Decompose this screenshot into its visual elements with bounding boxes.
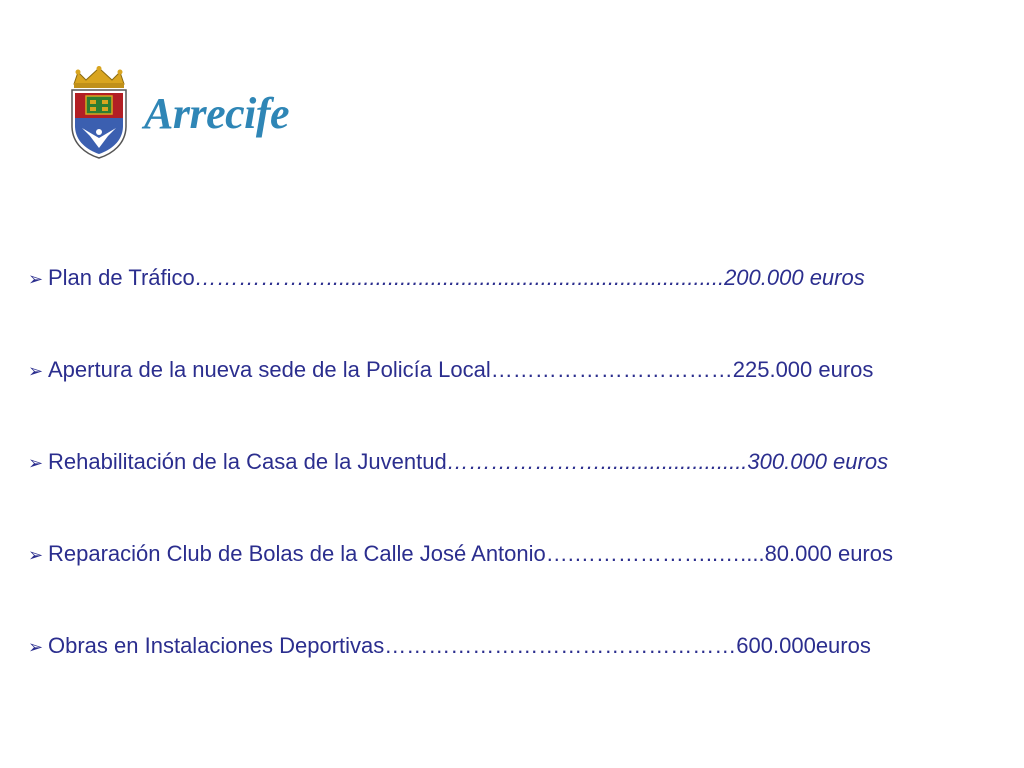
list-item (28, 534, 893, 574)
item-label: Rehabilitación de la Casa de la Juventud (48, 449, 447, 474)
dot-leader: ….………………..….... (545, 541, 765, 566)
coat-of-arms-icon (68, 66, 130, 160)
arrow-bullet-icon: ➢ (28, 361, 44, 381)
arrow-bullet-icon: ➢ (28, 545, 44, 565)
list-item (28, 350, 873, 390)
dot-leader: …………………………… (490, 357, 733, 382)
item-amount: 225.000 euros (732, 357, 874, 382)
list-item (28, 442, 888, 482)
arrow-bullet-icon: ➢ (28, 269, 44, 289)
dot-leader: ………………………………………… (384, 633, 737, 658)
item-label: Apertura de la nueva sede de la Policía Local (48, 357, 491, 382)
item-label: Obras en Instalaciones Deportivas (48, 633, 385, 658)
item-label: Reparación Club de Bolas de la Calle José Antonio (48, 541, 546, 566)
list-item (28, 626, 871, 666)
item-amount: 300.000 euros (747, 449, 889, 474)
logo-text: Arrecife (144, 89, 290, 138)
arrow-bullet-icon: ➢ (28, 453, 44, 473)
item-amount: 600.000euros (736, 633, 871, 658)
dot-leader: ………………................................................................. (194, 265, 725, 290)
item-amount: 200.000 euros (724, 265, 865, 290)
arrecife-logo (68, 66, 328, 162)
item-label: Plan de Tráfico (48, 265, 195, 290)
list-item (28, 258, 865, 298)
item-amount: 80.000 euros (764, 541, 893, 566)
arrow-bullet-icon: ➢ (28, 637, 44, 657)
dot-leader: …………………........................ (446, 449, 748, 474)
